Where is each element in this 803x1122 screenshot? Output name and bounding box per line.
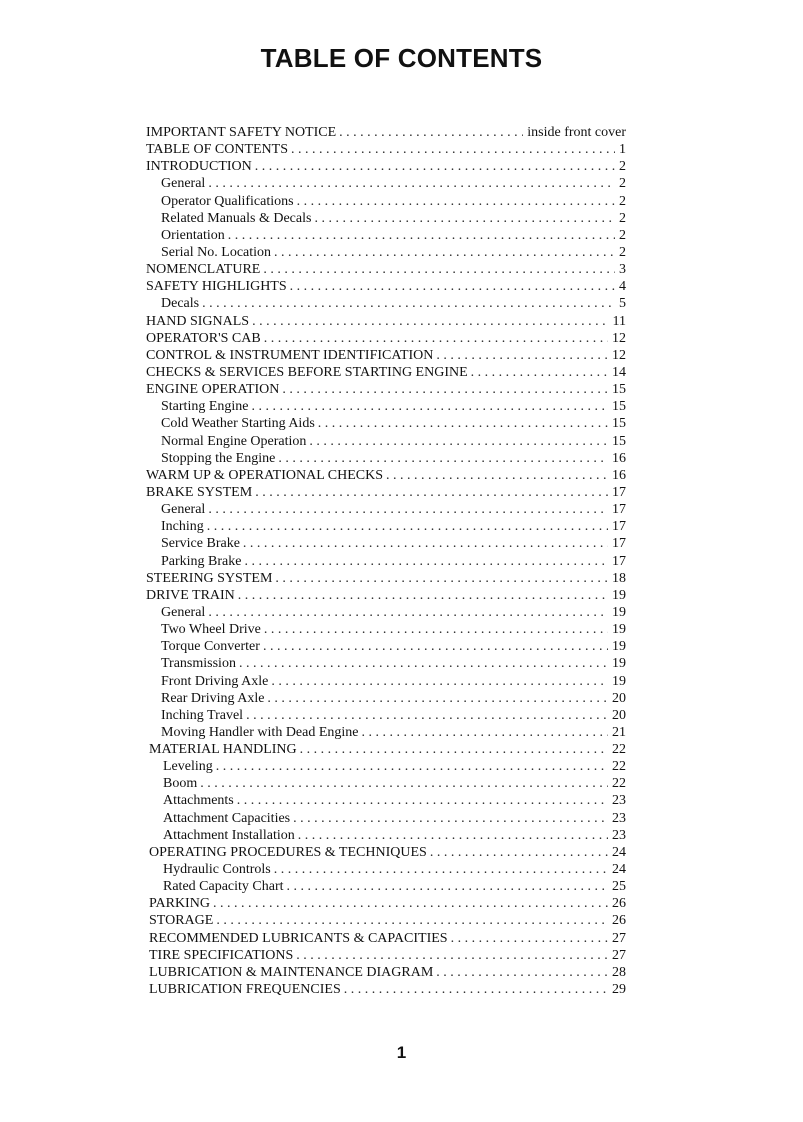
toc-entry-page: 2 [619,193,626,209]
toc-entry-page: 1 [619,142,626,158]
dot-leader [208,175,615,192]
dot-leader [287,878,608,895]
dot-leader [255,158,615,175]
toc-entry-label: Transmission [161,656,236,672]
toc-entry-page: 22 [612,759,626,775]
toc-entry [146,364,626,381]
toc-entry [146,570,626,587]
toc-entry-page: 2 [619,227,626,243]
dot-leader [246,707,608,724]
dot-leader [263,261,615,278]
dot-leader [430,844,608,861]
toc-entry-label: Starting Engine [161,399,249,415]
dot-leader [255,484,608,501]
dot-leader [238,587,608,604]
toc-entry-page: 17 [612,536,626,552]
toc-entry-label: TIRE SPECIFICATIONS [149,947,294,963]
toc-entry-label: General [161,502,206,518]
dot-leader [297,193,615,210]
toc-entry-label: Two Wheel Drive [161,622,261,638]
toc-entry [146,827,626,844]
toc-entry [146,227,626,244]
table-of-contents-list [146,124,626,998]
toc-entry [146,415,626,432]
toc-entry-label: MATERIAL HANDLING [149,742,297,758]
toc-entry-label: Boom [163,776,198,792]
toc-entry [146,193,626,210]
toc-entry-page: 23 [612,810,626,826]
toc-entry-page: 27 [612,947,626,963]
toc-entry [146,295,626,312]
dot-leader [244,553,608,570]
toc-entry [146,638,626,655]
toc-entry-label: LUBRICATION & MAINTENANCE DIAGRAM [149,964,434,980]
toc-entry-page: 2 [619,244,626,260]
toc-entry [146,604,626,621]
toc-entry-page: 24 [612,862,626,878]
page-title: TABLE OF CONTENTS [260,43,543,73]
toc-entry-page: 16 [612,467,626,483]
toc-entry-page: 2 [619,176,626,192]
toc-entry [146,330,626,347]
toc-entry [146,484,626,501]
toc-entry [146,878,626,895]
dot-leader [293,810,608,827]
toc-entry-label: Rated Capacity Chart [163,879,284,895]
toc-entry-label: Service Brake [161,536,240,552]
toc-entry-label: Moving Handler with Dead Engine [161,724,359,740]
toc-entry [146,278,626,295]
dot-leader [296,947,608,964]
toc-entry-page: 11 [612,313,626,329]
toc-entry [146,210,626,227]
toc-entry-label: LUBRICATION FREQUENCIES [149,982,341,998]
toc-entry-page: 17 [612,519,626,535]
dot-leader [216,912,608,929]
toc-entry-label: Decals [161,296,200,312]
toc-entry-label: SAFETY HIGHLIGHTS [146,279,287,295]
toc-entry-page: 23 [612,827,626,843]
toc-entry-label: TABLE OF CONTENTS [146,142,288,158]
toc-entry-label: BRAKE SYSTEM [146,484,253,500]
toc-entry-label: Torque Converter [161,639,260,655]
toc-entry-label: INTRODUCTION [146,159,252,175]
dot-leader [216,758,608,775]
dot-leader [451,930,608,947]
dot-leader [228,227,615,244]
toc-entry-label: OPERATING PROCEDURES & TECHNIQUES [149,844,427,860]
toc-entry-page: 19 [612,639,626,655]
toc-entry [146,501,626,518]
dot-leader [263,638,608,655]
dot-leader [275,570,608,587]
toc-entry-page: 12 [612,347,626,363]
toc-entry [146,381,626,398]
toc-entry [146,398,626,415]
toc-entry-label: Hydraulic Controls [163,862,271,878]
toc-entry [146,244,626,261]
toc-entry-label: IMPORTANT SAFETY NOTICE [146,125,337,140]
toc-entry-label: Rear Driving Axle [161,690,265,706]
toc-entry-label: Leveling [163,759,213,775]
dot-leader [339,124,523,141]
toc-entry [146,947,626,964]
toc-entry-label: NOMENCLATURE [146,262,261,278]
toc-entry [146,912,626,929]
toc-entry-label: Attachment Capacities [163,810,291,826]
toc-entry-label: Parking Brake [161,553,242,569]
dot-leader [207,518,608,535]
toc-entry-page: 22 [612,776,626,792]
dot-leader [237,792,608,809]
dot-leader [278,450,608,467]
dot-leader [436,964,608,981]
toc-entry [146,433,626,450]
toc-entry [146,587,626,604]
toc-entry [146,450,626,467]
toc-entry-label: Orientation [161,227,225,243]
toc-entry [146,844,626,861]
toc-entry-page: 2 [619,210,626,226]
toc-entry-label: Inching [161,519,204,535]
dot-leader [386,467,608,484]
toc-entry-page: 15 [612,433,626,449]
toc-entry [146,313,626,330]
toc-entry-page: 20 [612,690,626,706]
toc-entry-page: 12 [612,330,626,346]
dot-leader [318,415,608,432]
dot-leader [300,741,608,758]
toc-entry-page: 19 [612,604,626,620]
toc-entry-page: 19 [612,622,626,638]
toc-entry-page: 2 [619,159,626,175]
toc-entry-page: 19 [612,656,626,672]
toc-entry-label: OPERATOR'S CAB [146,330,261,346]
toc-entry-label: HAND SIGNALS [146,313,250,329]
dot-leader [213,895,608,912]
toc-entry-label: DRIVE TRAIN [146,587,235,603]
dot-leader [291,141,615,158]
toc-entry-label: RECOMMENDED LUBRICANTS & CAPACITIES [149,930,448,946]
toc-entry [146,758,626,775]
dot-leader [264,621,608,638]
toc-entry-page: 19 [612,673,626,689]
toc-entry [146,792,626,809]
toc-entry [146,724,626,741]
toc-entry-label: STORAGE [149,913,214,929]
dot-leader [202,295,615,312]
toc-entry-label: PARKING [149,896,210,912]
toc-entry-label: Related Manuals & Decals [161,210,312,226]
toc-entry-label: Stopping the Engine [161,450,276,466]
toc-entry [146,655,626,672]
toc-entry-page: 18 [612,570,626,586]
dot-leader [200,775,608,792]
toc-entry-label: CONTROL & INSTRUMENT IDENTIFICATION [146,347,434,363]
toc-entry [146,261,626,278]
toc-entry [146,810,626,827]
toc-entry [146,964,626,981]
dot-leader [271,673,608,690]
toc-entry [146,124,626,141]
toc-entry [146,930,626,947]
toc-entry [146,553,626,570]
toc-entry-page: 22 [612,742,626,758]
toc-entry-page: 5 [619,296,626,312]
toc-entry-label: Front Driving Axle [161,673,269,689]
dot-leader [243,535,608,552]
toc-entry-page: 17 [612,484,626,500]
dot-leader [264,330,608,347]
dot-leader [344,981,608,998]
toc-entry-page: 29 [612,982,626,998]
toc-entry [146,175,626,192]
toc-entry-label: Operator Qualifications [161,193,294,209]
dot-leader [314,210,615,227]
toc-entry-label: Cold Weather Starting Aids [161,416,315,432]
toc-entry [146,621,626,638]
dot-leader [274,861,608,878]
toc-entry-page: 28 [612,964,626,980]
toc-entry-label: Serial No. Location [161,244,272,260]
dot-leader [290,278,615,295]
toc-entry-label: CHECKS & SERVICES BEFORE STARTING ENGINE [146,364,468,380]
toc-entry-page: 17 [612,553,626,569]
dot-leader [252,313,608,330]
dot-leader [362,724,608,741]
toc-entry [146,741,626,758]
toc-entry-page: 20 [612,707,626,723]
toc-entry-label: ENGINE OPERATION [146,382,280,398]
toc-entry [146,347,626,364]
toc-entry [146,861,626,878]
dot-leader [208,604,608,621]
toc-entry-page: 17 [612,502,626,518]
toc-entry-label: General [161,176,206,192]
toc-entry-page: 15 [612,382,626,398]
toc-entry [146,535,626,552]
toc-entry [146,518,626,535]
toc-entry-page: 3 [619,262,626,278]
toc-entry [146,467,626,484]
toc-entry-page: 14 [612,364,626,380]
toc-entry-page: 15 [612,416,626,432]
toc-entry-page: 23 [612,793,626,809]
toc-entry-label: Inching Travel [161,707,244,723]
toc-entry-page: 26 [612,913,626,929]
dot-leader [274,244,615,261]
toc-entry [146,775,626,792]
toc-entry-label: STEERING SYSTEM [146,570,273,586]
page-number: 1 [396,1043,407,1062]
toc-entry [146,690,626,707]
toc-entry-page: 4 [619,279,626,295]
dot-leader [267,690,608,707]
toc-entry-label: Normal Engine Operation [161,433,307,449]
dot-leader [471,364,608,381]
toc-entry-label: General [161,604,206,620]
toc-entry-label: WARM UP & OPERATIONAL CHECKS [146,467,383,483]
toc-entry-page: 27 [612,930,626,946]
dot-leader [436,347,608,364]
toc-entry-page: inside front cover [527,125,626,140]
dot-leader [239,655,608,672]
toc-entry-label: Attachment Installation [163,827,295,843]
toc-entry [146,707,626,724]
toc-entry-page: 26 [612,896,626,912]
toc-entry [146,673,626,690]
toc-entry [146,895,626,912]
toc-entry-page: 25 [612,879,626,895]
dot-leader [298,827,608,844]
toc-entry [146,158,626,175]
dot-leader [252,398,609,415]
toc-entry-page: 24 [612,844,626,860]
toc-entry-page: 19 [612,587,626,603]
dot-leader [208,501,608,518]
toc-entry-label: Attachments [163,793,234,809]
toc-entry-page: 16 [612,450,626,466]
toc-entry-page: 21 [612,724,626,740]
toc-entry [146,141,626,158]
toc-entry [146,981,626,998]
dot-leader [282,381,608,398]
toc-entry-page: 15 [612,399,626,415]
dot-leader [309,433,608,450]
